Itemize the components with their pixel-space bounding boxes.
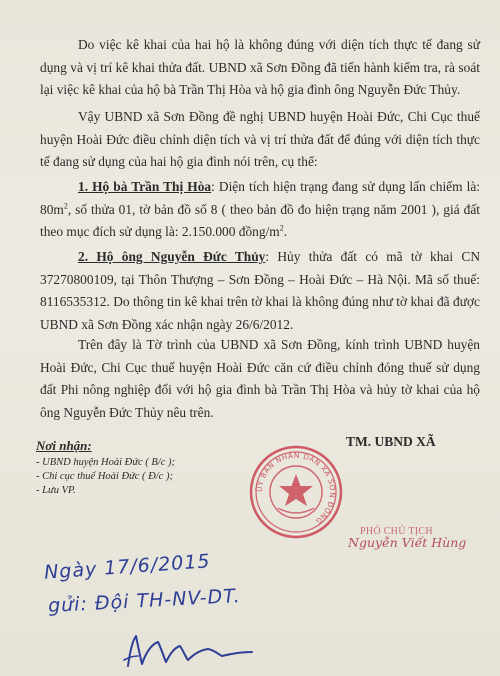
recipients-block <box>36 438 236 498</box>
recipient-item: - Chi cục thuế Hoài Đức ( Đ/c ); <box>36 471 173 482</box>
paragraph-request: Vậy UBND xã Sơn Đồng đề nghị UBND huyện Hoài Đức, Chi Cục thuế huyện Hoài Đức điều chỉnh diện tích và vị trí thửa đất để đúng với diện tích thực tế đang sử dụng của hai hộ gia đình nói trên, cụ thể: <box>40 109 480 170</box>
official-seal-icon <box>248 444 344 540</box>
seal-text: ỦY BAN NHÂN DÂN XÃ SƠN ĐỒNG <box>254 450 338 527</box>
item1-heading: 1. Hộ bà Trần Thị Hòa <box>78 179 212 194</box>
item-household-thuy: 2. Hộ ông Nguyễn Đức Thủy: Hủy thửa đất có mã tờ khai CN 37270800109, tại Thôn Thượng – Sơn Đồng – Hoài Đức – Hà Nội. Mã số thuế: 8116535312. Do thông tin kê khai trên tờ khai là không đúng như tờ khai đã được UBND xã Sơn Đồng xác nhận ngày 26/6/2012. <box>40 249 480 332</box>
recipient-item: - Lưu VP. <box>36 485 76 496</box>
vice-chairman-title: PHÓ CHỦ TỊCH <box>360 526 433 537</box>
item-household-hoa: 1. Hộ bà Trần Thị Hòa: Diện tích hiện trạng đang sử dụng lấn chiếm là: $80m^2$, số thửa 01, tờ bản đồ số 8 ( theo bản đồ đo hiện trạng năm 2001 ), giá đất theo mục đích sử dụng là: 2.150.000 đồng/$m^2$. <box>40 179 480 240</box>
paragraph-inspection: Do việc kê khai của hai hộ là không đúng với diện tích thực tế đang sử dụng và vị trí kê khai thửa đất. UBND xã Sơn Đồng đã tiến hành kiểm tra, rà soát lại việc kê khai của hộ bà Trần Thị Hòa và hộ gia đình ông Nguyễn Đức Thủy. <box>40 37 480 98</box>
recipients-heading: Nơi nhận: <box>36 438 92 453</box>
recipient-item: - UBND huyện Hoài Đức ( B/c ); <box>36 457 175 468</box>
handwritten-forward-note: gửi: Đội TH-NV-DT. <box>47 584 242 618</box>
handwritten-signature-icon <box>122 622 272 672</box>
item2-heading: 2. Hộ ông Nguyễn Đức Thủy <box>78 249 266 264</box>
handwritten-date: Ngày 17/6/2015 <box>43 550 212 584</box>
signature-title: TM. UBND XÃ <box>346 434 436 449</box>
paragraph-conclusion: Trên đây là Tờ trình của UBND xã Sơn Đồng, kính trình UBND huyện Hoài Đức, Chi Cục thuế huyện Hoài Đức căn cứ điều chỉnh đóng thuế sử dụng đất Phi nông nghiệp đối với hộ gia đình bà Trần Thị Hòa và hủy tờ khai của hộ ông Nguyễn Đức Thủy nêu trên. <box>40 337 480 420</box>
signer-name: Nguyễn Viết Hùng <box>348 535 467 550</box>
